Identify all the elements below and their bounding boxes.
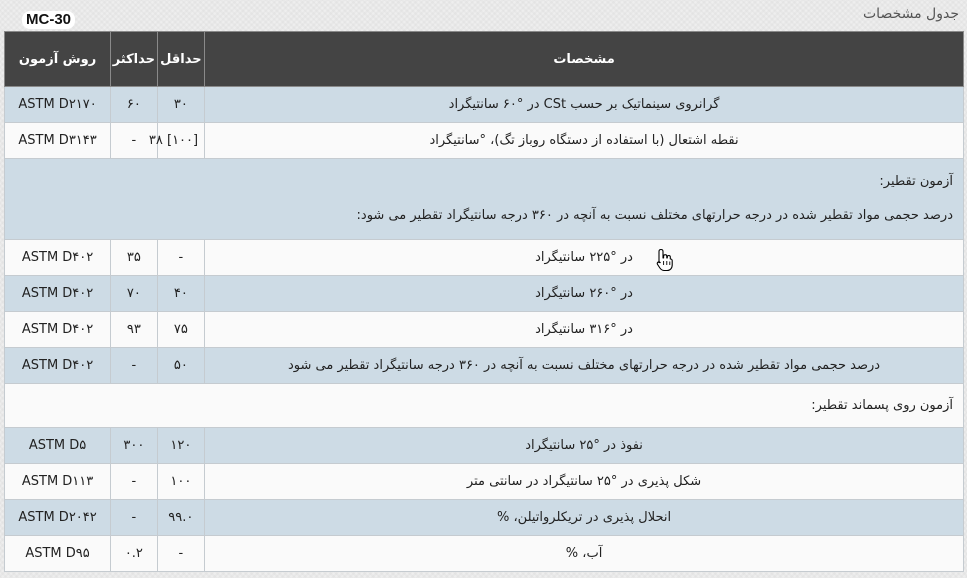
max-cell: - [111, 123, 157, 159]
min-cell: ۵۰ [157, 348, 204, 384]
spec-cell: انحلال پذیری در تریکلرواتیلن، % [205, 500, 964, 536]
method-cell: ASTM D۲۱۷۰ [5, 87, 111, 123]
method-cell: ASTM D۲۰۴۲ [5, 500, 111, 536]
min-cell: ۱۰۰ [157, 464, 204, 500]
section-row-distillation [5, 159, 964, 240]
min-cell: ۳۰ [157, 87, 204, 123]
max-cell: ۳۰۰ [111, 428, 157, 464]
min-cell: ۴۰ [157, 276, 204, 312]
specifications-table [4, 31, 964, 572]
table-row [5, 240, 964, 276]
max-cell: ۳۵ [111, 240, 157, 276]
method-cell: ASTM D۵ [5, 428, 111, 464]
method-cell: ASTM D۹۵ [5, 536, 111, 572]
table-row [5, 87, 964, 123]
header-spec: مشخصات [205, 32, 964, 87]
header-min: حداقل [157, 32, 204, 87]
method-cell: ASTM D۴۰۲ [5, 240, 111, 276]
min-cell: [۱۰۰] ۳۸ [157, 123, 204, 159]
table-caption: جدول مشخصات [863, 6, 959, 22]
spec-cell: نفوذ در °۲۵ سانتیگراد [205, 428, 964, 464]
max-cell: ۶۰ [111, 87, 157, 123]
spec-cell: در °۲۲۵ سانتیگراد [205, 240, 964, 276]
header-row [5, 32, 964, 87]
spec-cell: آب، % [205, 536, 964, 572]
table-row [5, 464, 964, 500]
min-cell: - [157, 536, 204, 572]
min-cell: ۹۹.۰ [157, 500, 204, 536]
table-row [5, 312, 964, 348]
method-cell: ASTM D۳۱۴۳ [5, 123, 111, 159]
spec-cell: گرانروی سینماتیک بر حسب CSt در °۶۰ سانتیگراد [205, 87, 964, 123]
max-cell: - [111, 348, 157, 384]
method-cell: ASTM D۴۰۲ [5, 276, 111, 312]
min-cell: ۱۲۰ [157, 428, 204, 464]
method-cell: ASTM D۱۱۳ [5, 464, 111, 500]
min-cell: ۷۵ [157, 312, 204, 348]
section-cell [5, 159, 964, 240]
spec-cell: نقطه اشتعال (با استفاده از دستگاه روباز تگ)، °سانتیگراد [205, 123, 964, 159]
table-row [5, 536, 964, 572]
max-cell: ۰.۲ [111, 536, 157, 572]
table-row [5, 123, 964, 159]
table-row [5, 500, 964, 536]
section-title: آزمون تقطیر: [879, 174, 953, 189]
spec-cell: در °۲۶۰ سانتیگراد [205, 276, 964, 312]
table-row [5, 348, 964, 384]
table-row [5, 428, 964, 464]
section-row-residue [5, 384, 964, 428]
max-cell: ۹۳ [111, 312, 157, 348]
spec-cell: درصد حجمی مواد تقطیر شده در درجه حرارتهای مختلف نسبت به آنچه در ۳۶۰ درجه سانتیگراد تقطیر می شود [205, 348, 964, 384]
min-cell: - [157, 240, 204, 276]
header-max: حداکثر [111, 32, 157, 87]
max-cell: - [111, 500, 157, 536]
model-badge: MC-30 [22, 11, 75, 29]
max-cell: ۷۰ [111, 276, 157, 312]
section-cell [5, 384, 964, 428]
section-title: آزمون روی پسماند تقطیر: [811, 397, 953, 413]
section-note: درصد حجمی مواد تقطیر شده در درجه حرارتهای مختلف نسبت به آنچه در ۳۶۰ درجه سانتیگراد تقطیر می شود: [356, 208, 953, 223]
method-cell: ASTM D۴۰۲ [5, 312, 111, 348]
max-cell: - [111, 464, 157, 500]
spec-cell: شکل پذیری در °۲۵ سانتیگراد در سانتی متر [205, 464, 964, 500]
header-method: روش آزمون [5, 32, 111, 87]
spec-cell: در °۳۱۶ سانتیگراد [205, 312, 964, 348]
method-cell: ASTM D۴۰۲ [5, 348, 111, 384]
table-row [5, 276, 964, 312]
